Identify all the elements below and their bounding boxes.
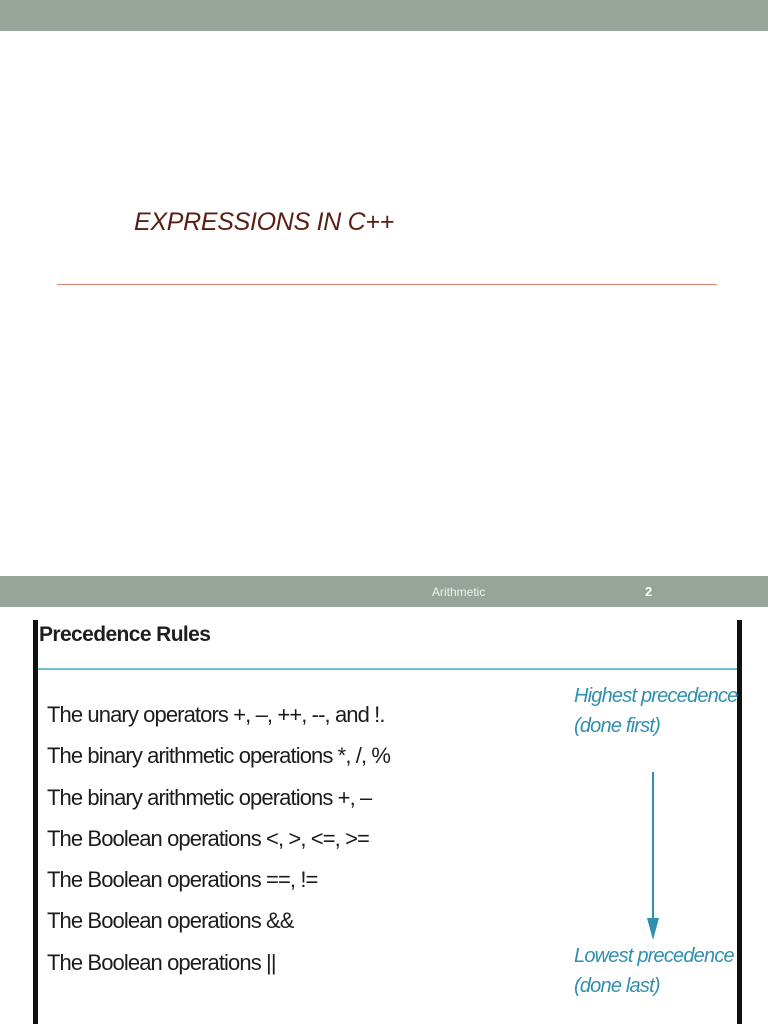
heading-divider <box>38 668 737 670</box>
list-item: The Boolean operations || <box>47 949 276 975</box>
highest-line-1: Highest precedence <box>574 685 738 707</box>
lowest-precedence-note <box>574 941 734 1001</box>
title-divider <box>57 284 717 285</box>
footer-label: Arithmetic <box>432 585 486 599</box>
top-bar <box>0 0 768 31</box>
down-arrow-icon <box>643 772 663 942</box>
panel-border-right <box>737 620 742 1024</box>
panel-heading: Precedence Rules <box>39 623 211 646</box>
list-item: The binary arithmetic operations +, – <box>47 784 372 810</box>
precedence-list <box>47 700 390 989</box>
slide-header-bar <box>0 576 768 607</box>
highest-precedence-note <box>574 681 738 741</box>
list-item: The binary arithmetic operations *, /, % <box>47 743 391 769</box>
lowest-line-2: (done last) <box>574 975 660 997</box>
panel-border-left <box>33 620 38 1024</box>
list-item: The Boolean operations <, >, <=, >= <box>47 825 369 851</box>
lowest-line-1: Lowest precedence <box>574 945 734 967</box>
slide-2 <box>0 576 768 1024</box>
highest-line-2: (done first) <box>574 715 660 737</box>
list-item: The Boolean operations ==, != <box>47 867 318 893</box>
slide-title: EXPRESSIONS IN C++ <box>134 208 394 236</box>
precedence-panel <box>33 620 743 1024</box>
list-item: The unary operators +, –, ++, --, and !. <box>47 702 385 727</box>
page-number: 2 <box>645 584 653 599</box>
list-item: The Boolean operations && <box>47 908 294 934</box>
